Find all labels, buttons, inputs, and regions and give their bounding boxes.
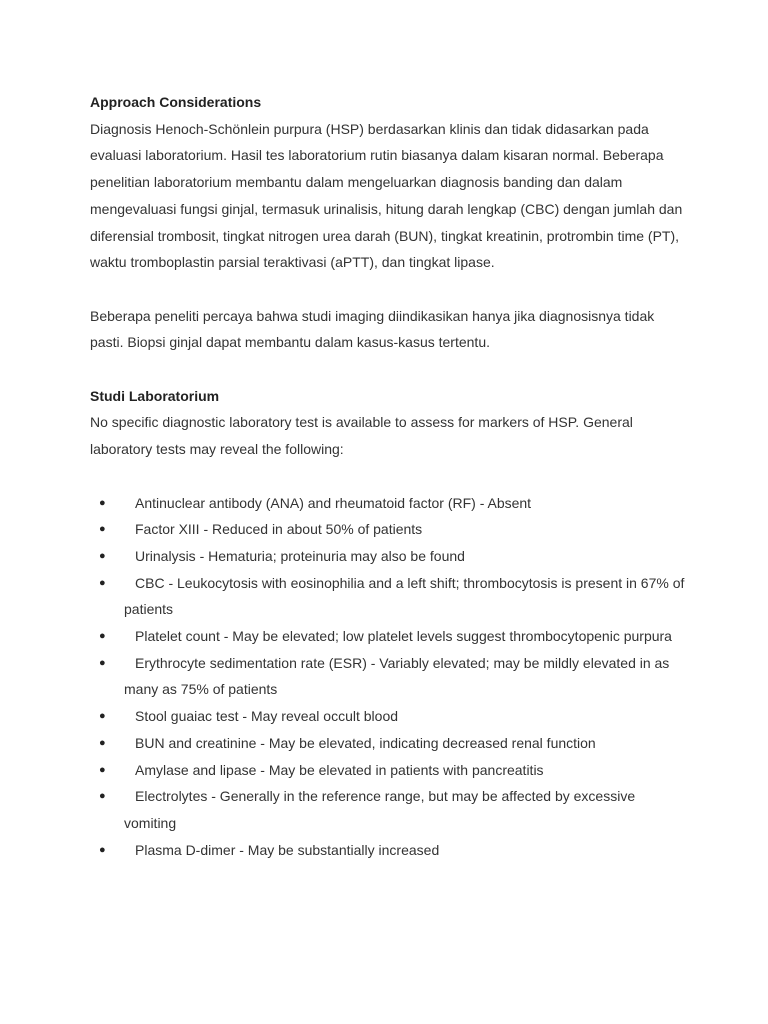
list-item — [90, 490, 690, 517]
list-item — [90, 783, 690, 836]
list-item-text: Electrolytes - Generally in the reference range, but may be affected by excessive vomiting — [124, 788, 636, 831]
spacer — [90, 463, 690, 490]
bullet-icon: ● — [99, 790, 106, 803]
list-item-text: Antinuclear antibody (ANA) and rheumatoid factor (RF) - Absent — [135, 494, 532, 511]
list-item-text: Factor XIII - Reduced in about 50% of patients — [135, 521, 423, 538]
list-item — [90, 650, 690, 703]
list-item-text: Erythrocyte sedimentation rate (ESR) - Variably elevated; may be mildly elevated in as many as 75% of patients — [124, 654, 670, 698]
bullet-icon: ● — [99, 710, 106, 723]
lab-findings-list — [90, 490, 690, 864]
list-item — [90, 570, 690, 623]
approach-paragraph-1: Diagnosis Henoch-Schönlein purpura (HSP) berdasarkan klinis dan tidak didasarkan pada evaluasi laboratorium. Hasil tes laboratorium rutin biasanya dalam kisaran normal. Beberapa penelitian laboratorium membantu dalam mengeluarkan diagnosis banding dan dalam mengevaluasi fungsi ginjal, termasuk urinalisis, hitung darah lengkap (CBC) dengan jumlah dan diferensial trombosit, tingkat nitrogen urea darah (BUN), tingkat kreatinin, protrombin time (PT), waktu tromboplastin parsial teraktivasi (aPTT), dan tingkat lipase. — [90, 120, 683, 271]
document-page — [90, 89, 690, 863]
section-heading-approach: Approach Considerations — [90, 94, 262, 110]
section-heading-lab-studies: Studi Laboratorium — [90, 387, 220, 404]
bullet-icon: ● — [99, 576, 106, 589]
bullet-icon: ● — [99, 763, 106, 776]
spacer — [90, 356, 690, 383]
list-item — [90, 837, 690, 864]
bullet-icon: ● — [99, 523, 106, 536]
list-item — [90, 730, 690, 757]
bullet-icon: ● — [99, 843, 106, 856]
bullet-icon: ● — [99, 549, 106, 562]
approach-paragraph-2: Beberapa peneliti percaya bahwa studi imaging diindikasikan hanya jika diagnosisnya tidak pasti. Biopsi ginjal dapat membantu dalam kasus-kasus tertentu. — [90, 307, 655, 351]
list-item — [90, 516, 690, 543]
lab-intro-paragraph: No specific diagnostic laboratory test is available to assess for markers of HSP. General laboratory tests may reveal the following: — [90, 414, 633, 458]
list-item-text: BUN and creatinine - May be elevated, indicating decreased renal function — [135, 734, 596, 751]
list-item — [90, 703, 690, 730]
spacer — [90, 276, 690, 303]
list-item — [90, 757, 690, 784]
list-item-text: Plasma D-dimer - May be substantially increased — [135, 841, 440, 858]
list-item — [90, 543, 690, 570]
list-item-text: CBC - Leukocytosis with eosinophilia and a left shift; thrombocytosis is present in 67% of patients — [124, 574, 685, 618]
bullet-icon: ● — [99, 656, 106, 669]
list-item-text: Stool guaiac test - May reveal occult blood — [135, 708, 399, 725]
bullet-icon: ● — [99, 630, 106, 643]
list-item-text: Platelet count - May be elevated; low platelet levels suggest thrombocytopenic purpura — [135, 628, 672, 645]
list-item-text: Urinalysis - Hematuria; proteinuria may also be found — [135, 547, 465, 564]
list-item — [90, 623, 690, 650]
bullet-icon: ● — [99, 736, 106, 749]
bullet-icon: ● — [99, 496, 106, 509]
list-item-text: Amylase and lipase - May be elevated in patients with pancreatitis — [135, 761, 544, 778]
